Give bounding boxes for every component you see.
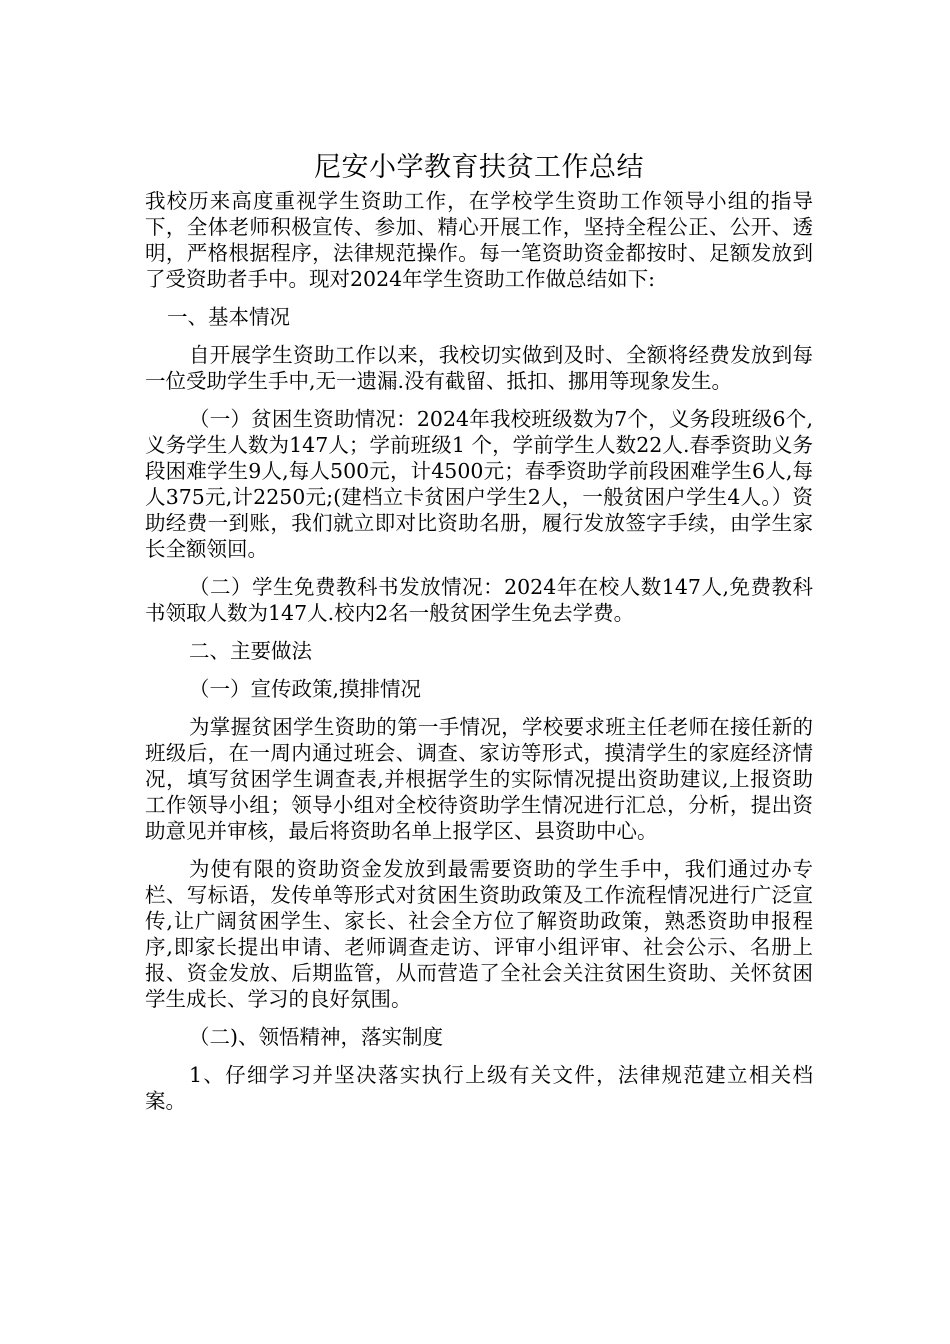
paragraph-survey: 为掌握贫困学生资助的第一手情况，学校要求班主任老师在接任新的班级后，在一周内通过班会、调查、家访等形式，摸清学生的家庭经济情况，填写贫困学生调查表,并根据学生的实际情况提出资助建议,上报资助工作领导小组；领导小组对全校待资助学生情况进行汇总，分析，提出资助意见并审核，最后将资助名单上报学区、县资助中心。	[145, 715, 813, 843]
subheading-publicity: （一）宣传政策,摸排情况	[189, 677, 422, 701]
document-title: 尼安小学教育扶贫工作总结	[314, 152, 644, 183]
paragraph-textbooks: （二）学生免费教科书发放情况：2024年在校人数147人,免费教科书领取人数为147人.校内2名一般贫困学生免去学费。	[145, 575, 813, 625]
section-heading-basic: 一、基本情况	[167, 305, 290, 329]
paragraph-subsidy: （一）贫困生资助情况：2024年我校班级数为7个，义务段班级6个,义务学生人数为147人；学前班级1 个，学前学生人数22人.春季资助义务段困难学生9人,每人500元，计4500元；春季资助学前段困难学生6人,每人375元,计2250元;(建档立卡贫困户学生2人，一般贫困户学生4人。）资助经费一到账，我们就立即对比资助名册，履行发放签字手续，由学生家长全额领回。	[145, 407, 813, 561]
document-page	[145, 148, 813, 1114]
paragraph-overview: 自开展学生资助工作以来，我校切实做到及时、全额将经费发放到每一位受助学生手中,无一遗漏.没有截留、抵扣、挪用等现象发生。	[145, 343, 813, 393]
paragraph-promotion: 为使有限的资助资金发放到最需要资助的学生手中，我们通过办专栏、写标语，发传单等形式对贫困生资助政策及工作流程情况进行广泛宣传,让广阔贫困学生、家长、社会全方位了解资助政策，熟悉资助申报程序,即家长提出申请、老师调查走访、评审小组评审、社会公示、名册上报、资金发放、后期监管，从而营造了全社会关注贫困生资助、关怀贫困学生成长、学习的良好氛围。	[145, 857, 813, 1011]
intro-paragraph: 我校历来高度重视学生资助工作，在学校学生资助工作领导小组的指导下，全体老师积极宣传、参加、精心开展工作，坚持全程公正、公开、透明，严格根据程序，法律规范操作。每一笔资助资金都按时、足额发放到了受资助者手中。现对2024年学生资助工作做总结如下:	[145, 189, 813, 291]
section-heading-methods: 二、主要做法	[189, 639, 312, 663]
subheading-implementation: （二)、领悟精神，落实制度	[189, 1025, 443, 1049]
paragraph-documents: 1、仔细学习并坚决落实执行上级有关文件，法律规范建立相关档案。	[145, 1063, 813, 1113]
